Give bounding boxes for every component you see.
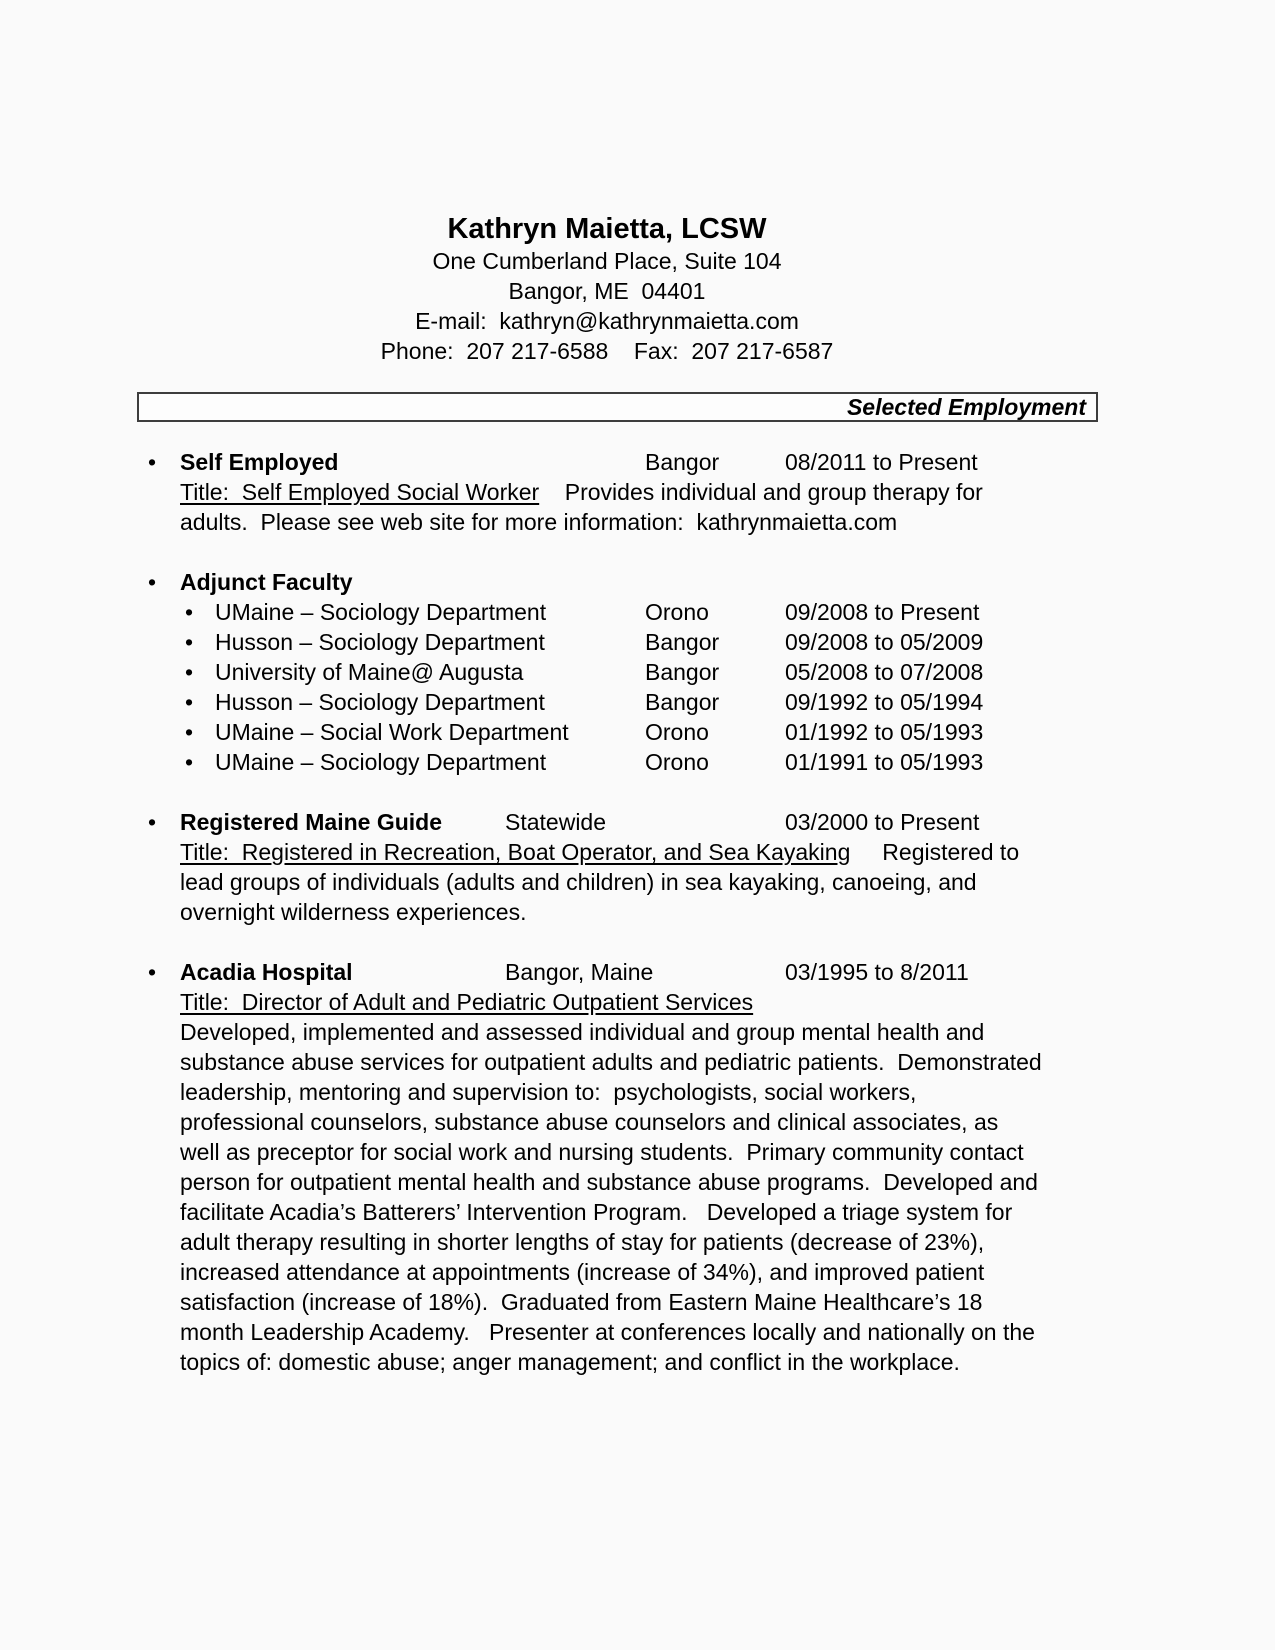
entry-acadia-hospital (148, 957, 1098, 1377)
employer-name: Adjunct Faculty (180, 569, 353, 595)
job-title-row (148, 477, 1098, 507)
person-name: Kathryn Maietta, LCSW (447, 213, 767, 245)
position-location: Orono (645, 719, 709, 745)
description-line: adult therapy resulting in shorter lengths of stay for patients (decrease of 23%), (180, 1229, 985, 1255)
description-line: person for outpatient mental health and substance abuse programs. Developed and (180, 1169, 1038, 1195)
entry-maine-guide (148, 807, 1098, 927)
employer-name: Registered Maine Guide (180, 809, 443, 835)
job-title-row (148, 837, 1098, 867)
employer-location: Bangor, Maine (505, 959, 654, 985)
position-dates: 01/1992 to 05/1993 (785, 719, 984, 745)
job-title-underlined: Title: Director of Adult and Pediatric Outpatient Services (180, 989, 754, 1015)
entry-adjunct-faculty (148, 567, 1098, 777)
description-line: satisfaction (increase of 18%). Graduated from Eastern Maine Healthcare’s 18 (180, 1289, 983, 1315)
section-title: Selected Employment (846, 394, 1086, 420)
employer-location: Statewide (505, 809, 607, 835)
address-line-2: Bangor, ME 04401 (508, 278, 706, 304)
entry-header-row (148, 807, 1098, 837)
description-line: Developed, implemented and assessed individual and group mental health and (180, 1019, 985, 1045)
description-line: increased attendance at appointments (increase of 34%), and improved patient (180, 1259, 985, 1285)
job-title-continuation: Provides individual and group therapy for (539, 479, 983, 505)
email-line: E-mail: kathryn@kathrynmaietta.com (415, 308, 799, 334)
position-dates: 09/2008 to 05/2009 (785, 629, 984, 655)
description-line: leadership, mentoring and supervision to: psychologists, social workers, (180, 1079, 917, 1105)
description-line: lead groups of individuals (adults and children) in sea kayaking, canoeing, and (180, 869, 977, 895)
description-line: professional counselors, substance abuse counselors and clinical associates, as (180, 1109, 999, 1135)
phone-fax-line: Phone: 207 217-6588 Fax: 207 217-6587 (380, 338, 834, 364)
description-line: overnight wilderness experiences. (180, 899, 527, 925)
description-line: adults. Please see web site for more information: kathrynmaietta.com (180, 509, 898, 535)
description-line: month Leadership Academy. Presenter at conferences locally and nationally on the (180, 1319, 1035, 1345)
adjunct-position-row (148, 657, 1098, 687)
position-location: Orono (645, 749, 709, 775)
adjunct-position-row (148, 597, 1098, 627)
employment-list (148, 447, 1098, 1377)
employer-location: Bangor (645, 449, 720, 475)
description-line: substance abuse services for outpatient adults and pediatric patients. Demonstrated (180, 1049, 1042, 1075)
position-org: Husson – Sociology Department (215, 689, 545, 715)
job-title-continuation: Registered to (850, 839, 1020, 865)
position-org: Husson – Sociology Department (215, 629, 545, 655)
position-org: University of Maine@ Augusta (215, 659, 524, 685)
position-location: Orono (645, 599, 709, 625)
entry-self-employed (148, 447, 1098, 537)
job-title-row (148, 987, 1098, 1017)
entry-header-row (148, 957, 1098, 987)
position-location: Bangor (645, 689, 720, 715)
adjunct-position-row (148, 717, 1098, 747)
position-org: UMaine – Sociology Department (215, 749, 547, 775)
description-line: well as preceptor for social work and nursing students. Primary community contact (180, 1139, 1024, 1165)
position-dates: 05/2008 to 07/2008 (785, 659, 984, 685)
adjunct-position-row (148, 687, 1098, 717)
adjunct-position-row (148, 747, 1098, 777)
position-dates: 01/1991 to 05/1993 (785, 749, 984, 775)
position-org: UMaine – Sociology Department (215, 599, 547, 625)
position-dates: 09/1992 to 05/1994 (785, 689, 984, 715)
employer-name: Acadia Hospital (180, 959, 353, 985)
position-org: UMaine – Social Work Department (215, 719, 569, 745)
employment-dates: 03/2000 to Present (785, 809, 980, 835)
job-title-underlined: Title: Self Employed Social Worker (180, 479, 540, 505)
job-title-underlined: Title: Registered in Recreation, Boat Operator, and Sea Kayaking (180, 839, 851, 865)
entry-header-row (148, 447, 1098, 477)
position-location: Bangor (645, 629, 720, 655)
address-line-1: One Cumberland Place, Suite 104 (432, 248, 782, 274)
employer-name: Self Employed (180, 449, 339, 475)
description-line: facilitate Acadia’s Batterers’ Intervention Program. Developed a triage system for (180, 1199, 1013, 1225)
employment-dates: 03/1995 to 8/2011 (785, 959, 969, 985)
adjunct-position-row (148, 627, 1098, 657)
position-dates: 09/2008 to Present (785, 599, 980, 625)
employment-dates: 08/2011 to Present (785, 449, 978, 475)
contact-header (107, 212, 1107, 366)
position-location: Bangor (645, 659, 720, 685)
section-banner (137, 392, 1098, 422)
entry-header-row (148, 567, 1098, 597)
description-line: topics of: domestic abuse; anger management; and conflict in the workplace. (180, 1349, 960, 1375)
